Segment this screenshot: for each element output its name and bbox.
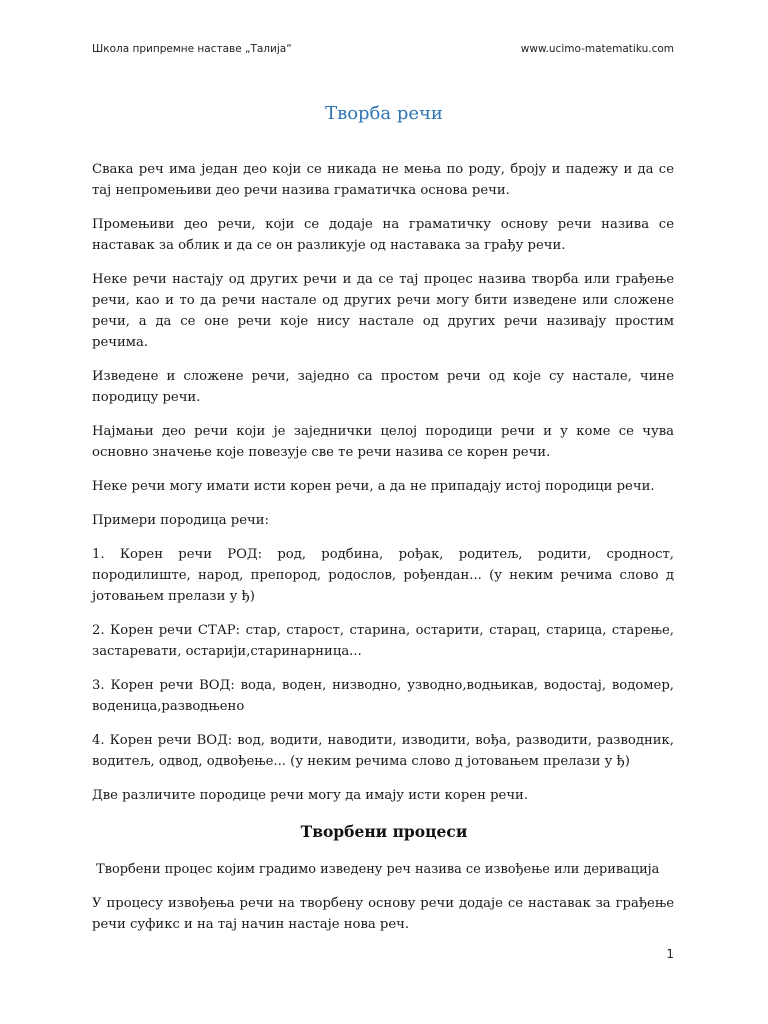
main-text (92, 159, 674, 819)
paragraph-3: Неке речи настају од других речи и да се тај процес назива творба или грађење речи, као и то да речи настале од других речи могу бити изведене или сложене речи, а да се оне речи које нису настале од других речи називају простим речима. (92, 272, 674, 350)
page-title: Творба речи (325, 103, 443, 124)
section-paragraph-2: У процесу извођења речи на творбену основу речи додаје се наставак за грађење речи суфикс и на тај начин настаје нова реч. (92, 896, 674, 932)
section-heading: Творбени процеси (300, 822, 468, 841)
example-1: 1. Корен речи РОД: род, родбина, рођак, родитељ, родити, сродност, породилиште, народ, препород, родослов, рођендан... (у неким речима слово д јотовањем прелази у ђ) (92, 547, 674, 604)
example-3: 3. Корен речи ВОД: вода, воден, низводно, узводно,водњикав, водостај, водомер, воденица,разводњено (92, 678, 674, 714)
paragraph-7: Примери породица речи: (92, 513, 269, 528)
section-paragraph-1: Творбени процес којим градимо изведену реч назива се извођење или деривација (92, 862, 660, 877)
paragraph-4: Изведене и сложене речи, заједно са простом речи од које су настале, чине породицу речи. (92, 369, 674, 405)
header-school-name: Школа припремне наставе „Талија“ (92, 43, 292, 55)
paragraph-1: Свака реч има један део који се никада не мења по роду, броју и падежу и да се тај непромењиви део речи назива граматичка основа речи. (92, 162, 674, 198)
section-text (92, 859, 674, 948)
paragraph-2: Промењиви део речи, који се додаје на граматичку основу речи назива се наставак за облик и да се он разликује од наставака за грађу речи. (92, 217, 674, 253)
example-4: 4. Корен речи ВОД: вод, водити, наводити, изводити, вођа, разводити, разводник, водитељ, одвод, одвођење... (у неким речима слово д јотовањем прелази у ђ) (92, 733, 674, 769)
example-2: 2. Корен речи СТАР: стар, старост, старина, остарити, старац, старица, старење, застаревати, остарији,старинарница... (92, 623, 674, 659)
paragraph-5: Најмањи део речи који је заједнички целој породици речи и у коме се чува основно значење које повезује све те речи назива се корен речи. (92, 424, 674, 460)
paragraph-8: Две различите породице речи могу да имају исти корен речи. (92, 788, 529, 803)
header-website: www.ucimo-matematiku.com (520, 43, 674, 55)
paragraph-6: Неке речи могу имати исти корен речи, а да не припадају истој породици речи. (92, 479, 655, 494)
page-number: 1 (666, 947, 674, 961)
page-header (92, 43, 674, 59)
